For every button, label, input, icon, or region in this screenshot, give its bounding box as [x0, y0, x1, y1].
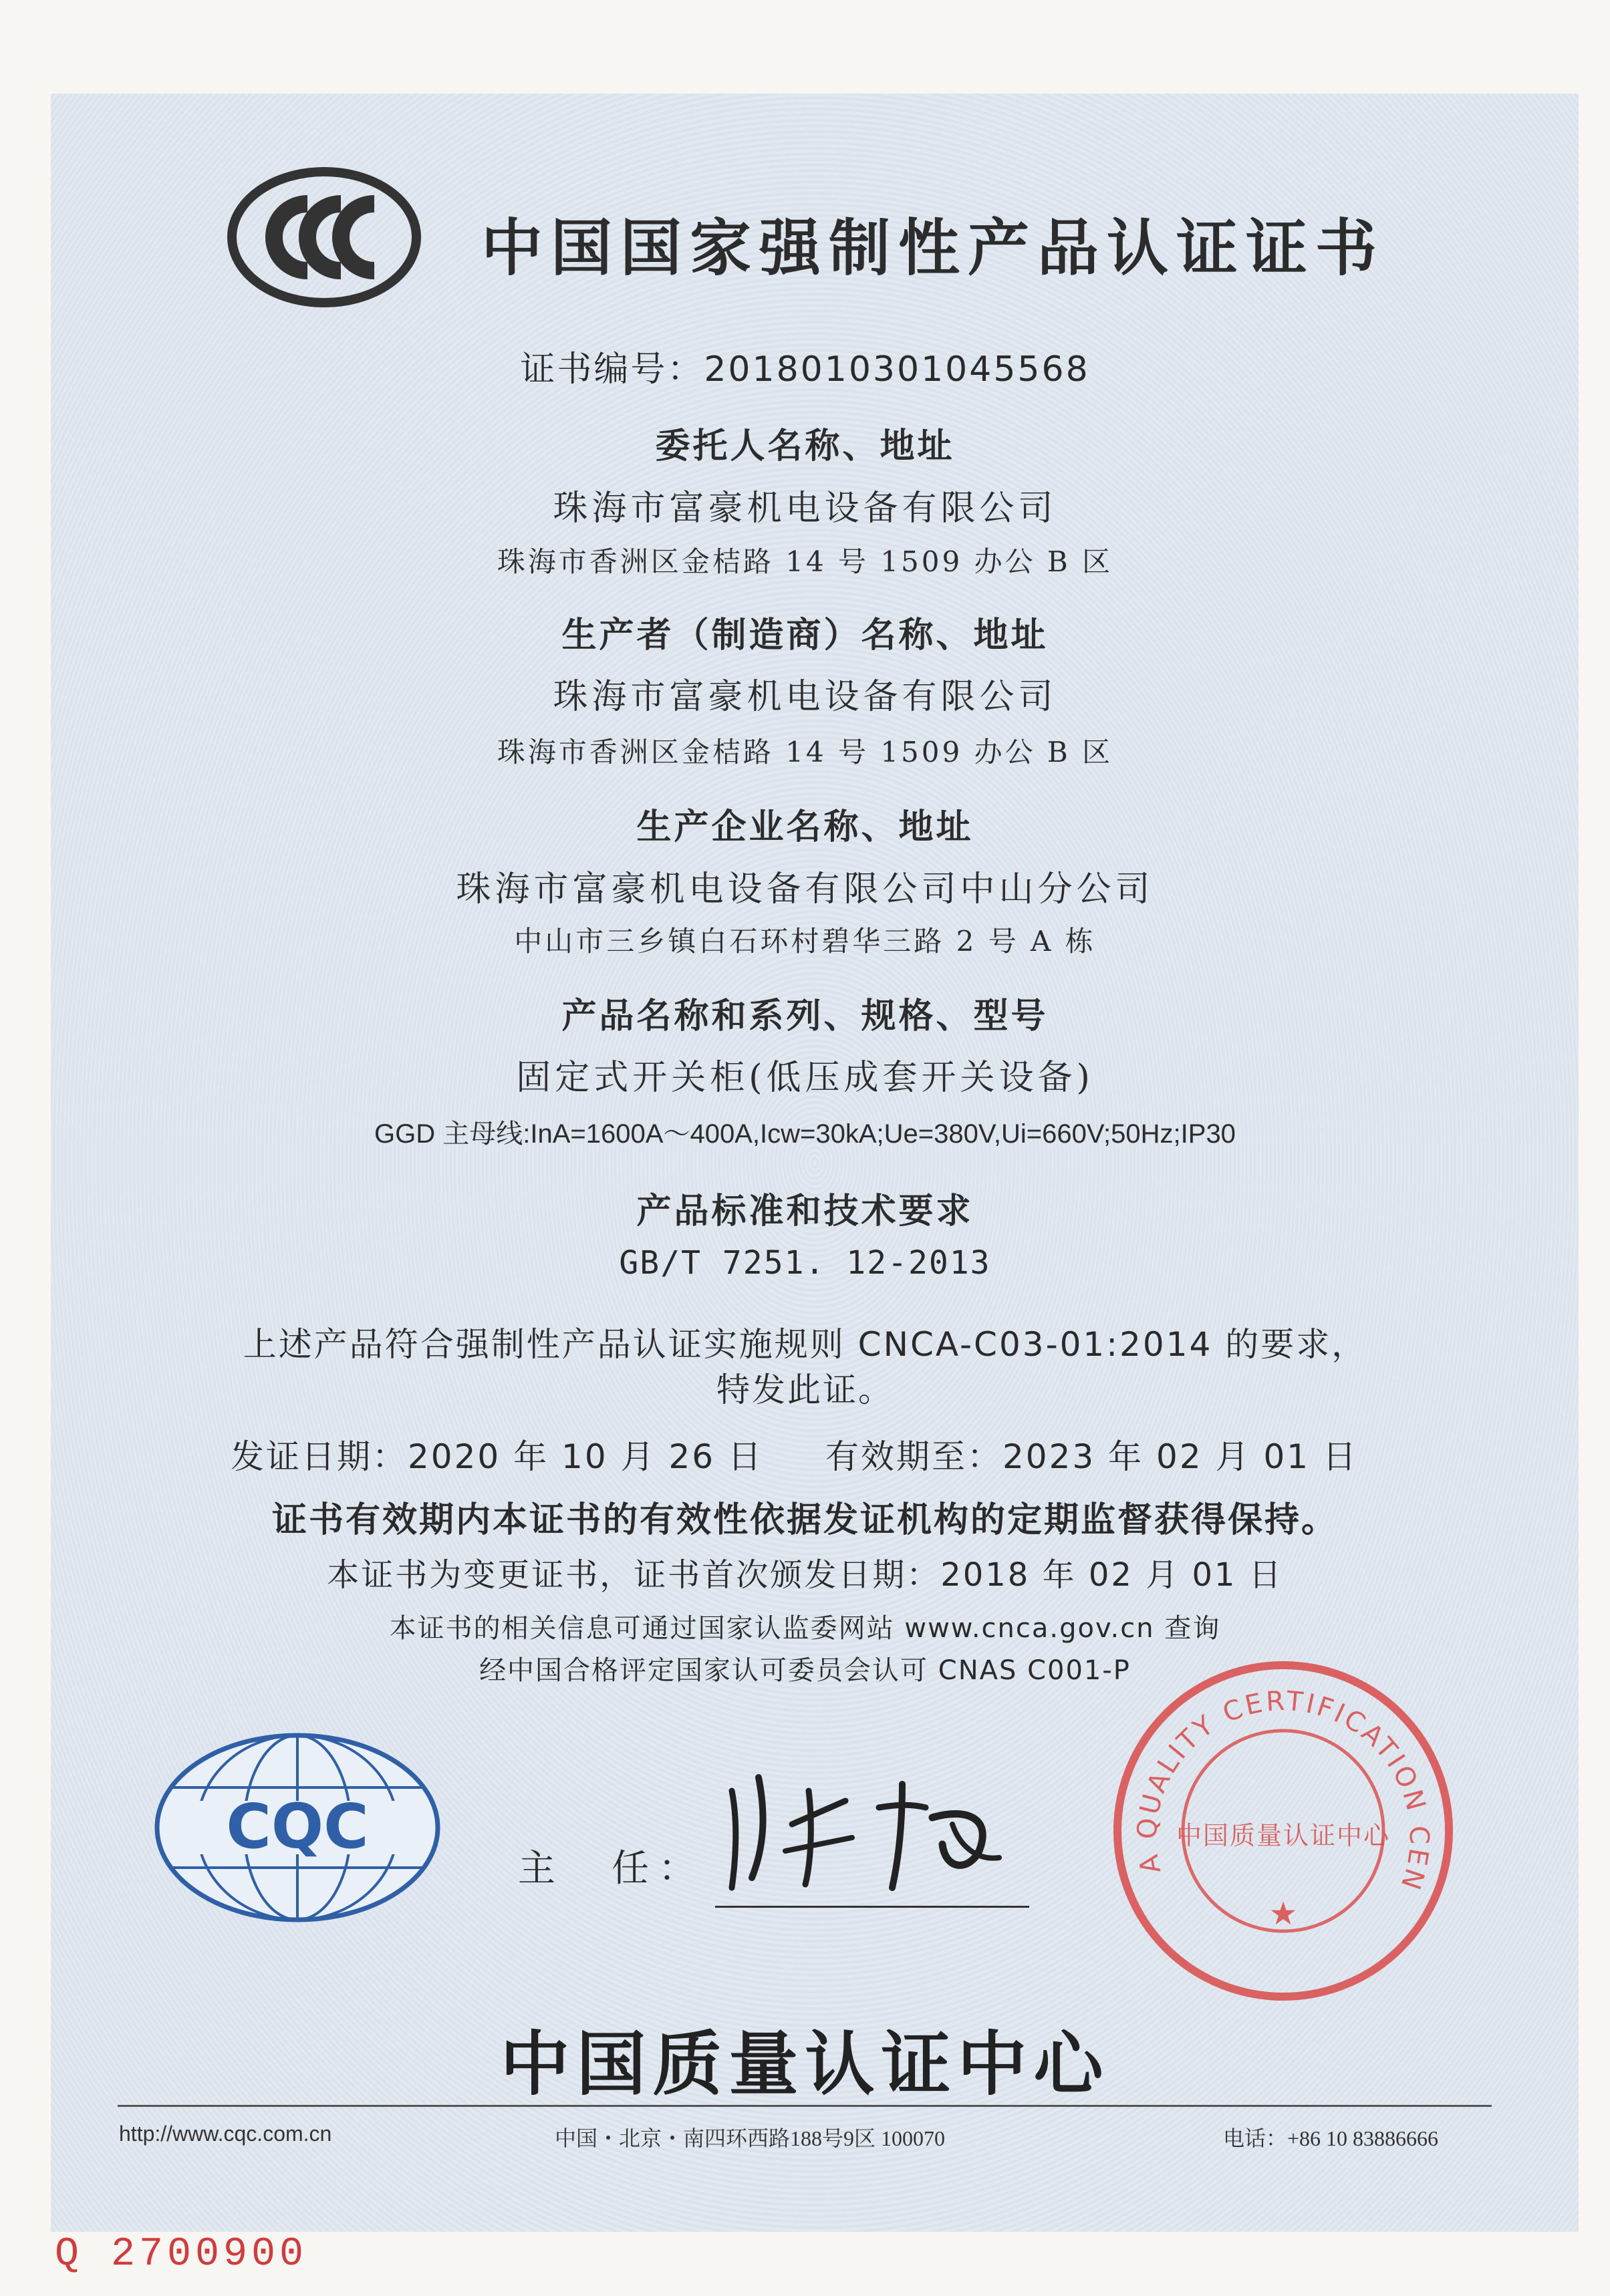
footer-phone: 电话：+86 10 83886666 [1223, 2126, 1439, 2150]
manufacturer-address: 珠海市香洲区金桔路 14 号 1509 办公 B 区 [497, 736, 1113, 768]
ccc-logo [227, 167, 421, 307]
applicant-address: 珠海市香洲区金桔路 14 号 1509 办公 B 区 [497, 545, 1113, 578]
valid-until-label: 有效期至： [825, 1437, 1002, 1476]
serial-number: Q 2700900 [55, 2232, 308, 2277]
accreditation-note: 经中国合格评定国家认可委员会认可 CNAS C001-P [479, 1655, 1131, 1686]
validity-note: 证书有效期内本证书的有效性依据发证机构的定期监督获得保持。 [271, 1500, 1338, 1540]
change-note: 本证书为变更证书，证书首次颁发日期：2018 年 02 月 01 日 [327, 1556, 1283, 1594]
certificate-number: 证书编号：2018010301045568 [520, 349, 1090, 390]
conformity-line-1: 上述产品符合强制性产品认证实施规则 CNCA-C03-01:2014 的要求， [243, 1325, 1367, 1364]
footer-address: 中国・北京・南四环西路188号9区 100070 [555, 2126, 946, 2150]
seal-outer-text: A QUALITY CERTIFICATION CEN [1131, 1685, 1435, 1896]
seal-inner-text: 中国质量认证中心 [1176, 1821, 1391, 1850]
factory-heading: 生产企业名称、地址 [636, 807, 974, 847]
svg-text:CHINA QUALITY CERTIFICATION CE [1109, 1657, 1434, 1896]
issuer-name: 中国质量认证中心 [500, 2023, 1110, 2105]
conformity-line-2: 特发此证。 [716, 1371, 894, 1409]
product-heading: 产品名称和系列、规格、型号 [561, 996, 1049, 1036]
applicant-name: 珠海市富豪机电设备有限公司 [553, 488, 1057, 529]
signature [712, 1744, 1019, 1911]
signature-label: 主 任： [518, 1847, 705, 1890]
cqc-logo-text: CQC [226, 1791, 369, 1862]
red-seal-icon [1109, 1657, 1457, 2005]
manufacturer-heading: 生产者（制造商）名称、地址 [561, 615, 1049, 656]
manufacturer-name: 珠海市富豪机电设备有限公司 [553, 677, 1057, 717]
issue-date [231, 1430, 763, 1478]
valid-until-date [825, 1430, 1358, 1478]
valid-until-value: 2023 年 02 月 01 日 [1002, 1437, 1358, 1476]
query-note: 本证书的相关信息可通过国家认监委网站 www.cnca.gov.cn 查询 [389, 1613, 1221, 1644]
issue-date-label: 发证日期： [231, 1437, 408, 1476]
cqc-globe-icon [150, 1727, 444, 1928]
footer-website: http://www.cqc.com.cn [119, 2122, 332, 2146]
signature-line [715, 1906, 1029, 1908]
applicant-heading: 委托人名称、地址 [655, 426, 955, 466]
factory-address: 中山市三乡镇白石环村碧华三路 2 号 A 栋 [514, 925, 1096, 958]
cqc-logo [150, 1727, 444, 1928]
product-name: 固定式开关柜(低压成套开关设备) [516, 1058, 1094, 1098]
issue-date-value: 2020 年 10 月 26 日 [408, 1437, 763, 1476]
certificate-title: 中国国家强制性产品认证证书 [481, 212, 1385, 284]
ccc-logo-icon [227, 167, 421, 307]
footer-divider [118, 2105, 1492, 2107]
handwritten-signature-icon [712, 1744, 1019, 1911]
official-seal [1109, 1657, 1457, 2005]
standard-value: GB/T 7251. 12-2013 [619, 1244, 991, 1282]
factory-name: 珠海市富豪机电设备有限公司中山分公司 [456, 869, 1154, 909]
product-spec: GGD 主母线:InA=1600A～400A,Icw=30kA;Ue=380V,Ui=660V;50Hz;IP30 [374, 1119, 1236, 1149]
standard-heading: 产品标准和技术要求 [636, 1191, 974, 1232]
svg-text:★: ★ [1268, 1895, 1298, 1932]
